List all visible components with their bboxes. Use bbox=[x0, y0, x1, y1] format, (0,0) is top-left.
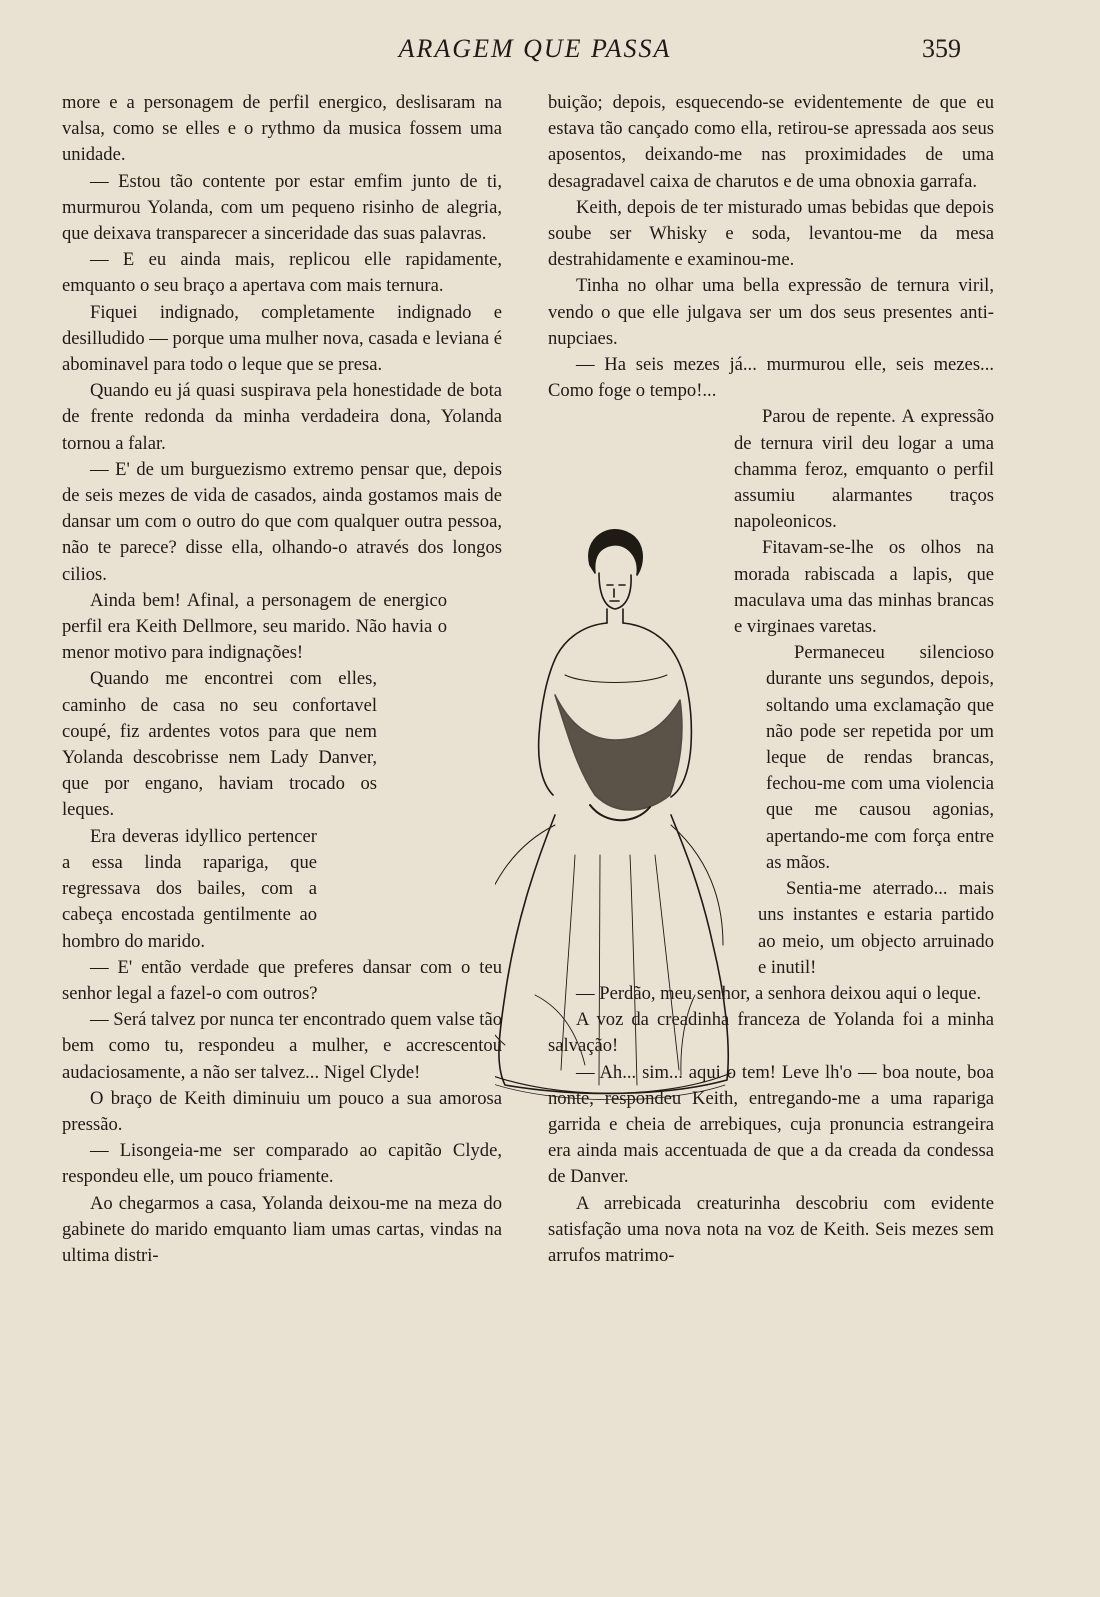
paragraph: — Ha seis mezes já... murmurou elle, seis mezes... Como foge o tempo!... bbox=[548, 354, 994, 402]
paragraph: — Perdão, meu senhor, a senhora deixou aqui o leque. bbox=[576, 982, 982, 1004]
paragraph: buição; depois, esquecendo-se evidentemente de que eu estava tão cançado como ella, retirou-se apressada aos seus aposentos, deixando-me nas proximidades de uma desagradavel caixa de charutos e de uma obnoxia garrafa. bbox=[548, 92, 994, 192]
paragraph: Keith, depois de ter misturado umas bebidas que depois soube ser Whisky e soda, levantou-me da mesa destrahidamente e examinou-me. bbox=[548, 196, 994, 271]
paragraph: Sentia-me aterrado... mais uns instantes e estaria partido ao meio, um objecto arruinado e inutil! bbox=[758, 878, 994, 978]
paragraph: O braço de Keith diminuiu um pouco a sua amorosa pressão. bbox=[62, 1087, 502, 1135]
paragraph: Tinha no olhar uma bella expressão de ternura viril, vendo o que elle julgava ser um dos seus presentes anti-nupciaes. bbox=[548, 275, 994, 349]
paragraph: Ao chegarmos a casa, Yolanda deixou-me na meza do gabinete do marido emquanto liam umas cartas, vindas na ultima distri- bbox=[62, 1192, 502, 1266]
paragraph: — Estou tão contente por estar emfim junto de ti, murmurou Yolanda, com um pequeno risinho de alegria, que deixava transparecer a sinceridade das suas palavras. bbox=[62, 170, 502, 245]
paragraph: Fiquei indignado, completamente indignado e desilludido — porque uma mulher nova, casada e leviana é abominavel para todo o leque que se presa. bbox=[62, 301, 502, 376]
paragraph: Quando eu já quasi suspirava pela honestidade de bota de frente redonda da minha verdadeira dona, Yolanda tornou a falar. bbox=[62, 380, 502, 454]
paragraph: more e a personagem de perfil energico, deslisaram na valsa, como se elles e o rythmo da musica fossem uma unidade. bbox=[62, 92, 502, 166]
paragraph: — E' de um burguezismo extremo pensar que, depois de seis mezes de vida de casados, ainda gostamos mais de dansar um com o outro do que com qualquer outra pessoa, não te parece? disse ella, olhando-o através dos longos cilios. bbox=[62, 458, 502, 585]
paragraph: A voz da creadinha franceza de Yolanda foi a minha salvação! bbox=[548, 1009, 994, 1057]
paragraph: Fitavam-se-lhe os olhos na morada rabiscada a lapis, que maculava uma das minhas brancas e virginaes varetas. bbox=[734, 537, 994, 638]
paragraph: Ainda bem! Afinal, a personagem de energico perfil era Keith Dellmore, seu marido. Não havia o menor motivo para indignações! bbox=[62, 589, 447, 664]
paragraph: Era deveras idyllico pertencer a essa linda rapariga, que regressava dos bailes, com a cabeça encostada gentilmente ao hombro do marido. bbox=[62, 825, 317, 952]
paragraph: Permaneceu silencioso durante uns segundos, depois, soltando uma exclamação que não pode ser repetida por um leque de rendas brancas, fechou-me com uma violencia que me causou agonias, apertando-me com força entre as mãos. bbox=[766, 642, 994, 873]
running-title: ARAGEM QUE PASSA bbox=[398, 34, 672, 63]
paragraph: — E' então verdade que preferes dansar com o teu senhor legal a fazel-o com outros? bbox=[62, 956, 502, 1004]
seated-woman-illustration bbox=[495, 525, 740, 1100]
paragraph: — Ah... sim... aqui o tem! Leve lh'o — boa noute, boa nonte, respondeu Keith, entregando-me a uma rapariga garrida e cheia de arrebiques, cuja pronuncia estrangeira era ainda mais accentuada de que a da creada da condessa de Danver. bbox=[548, 1061, 994, 1188]
paragraph: Quando me encontrei com elles, caminho de casa no seu confortavel coupé, fiz ardentes votos para que nem Yolanda descobrisse nem Lady Danver, que por engano, haviam trocado os leques. bbox=[62, 668, 377, 821]
left-column bbox=[62, 90, 502, 1269]
paragraph: A arrebicada creaturinha descobriu com evidente satisfação uma nova nota na voz de Keith. Seis mezes sem arrufos matrimo- bbox=[548, 1192, 994, 1266]
paragraph: Parou de repente. A expressão de ternura viril deu logar a uma chamma feroz, emquanto o perfil assumiu alarmantes traços napoleonicos. bbox=[734, 406, 994, 533]
paragraph: — Lisongeia-me ser comparado ao capitão Clyde, respondeu elle, um pouco friamente. bbox=[62, 1140, 502, 1188]
paragraph: — Será talvez por nunca ter encontrado quem valse tão bem como tu, respondeu a mulher, e accrescentou audaciosamente, a não ser talvez... Nigel Clyde! bbox=[62, 1009, 502, 1083]
page-number: 359 bbox=[922, 34, 961, 63]
paragraph: — E eu ainda mais, replicou elle rapidamente, emquanto o seu braço a apertava com mais ternura. bbox=[62, 249, 502, 297]
